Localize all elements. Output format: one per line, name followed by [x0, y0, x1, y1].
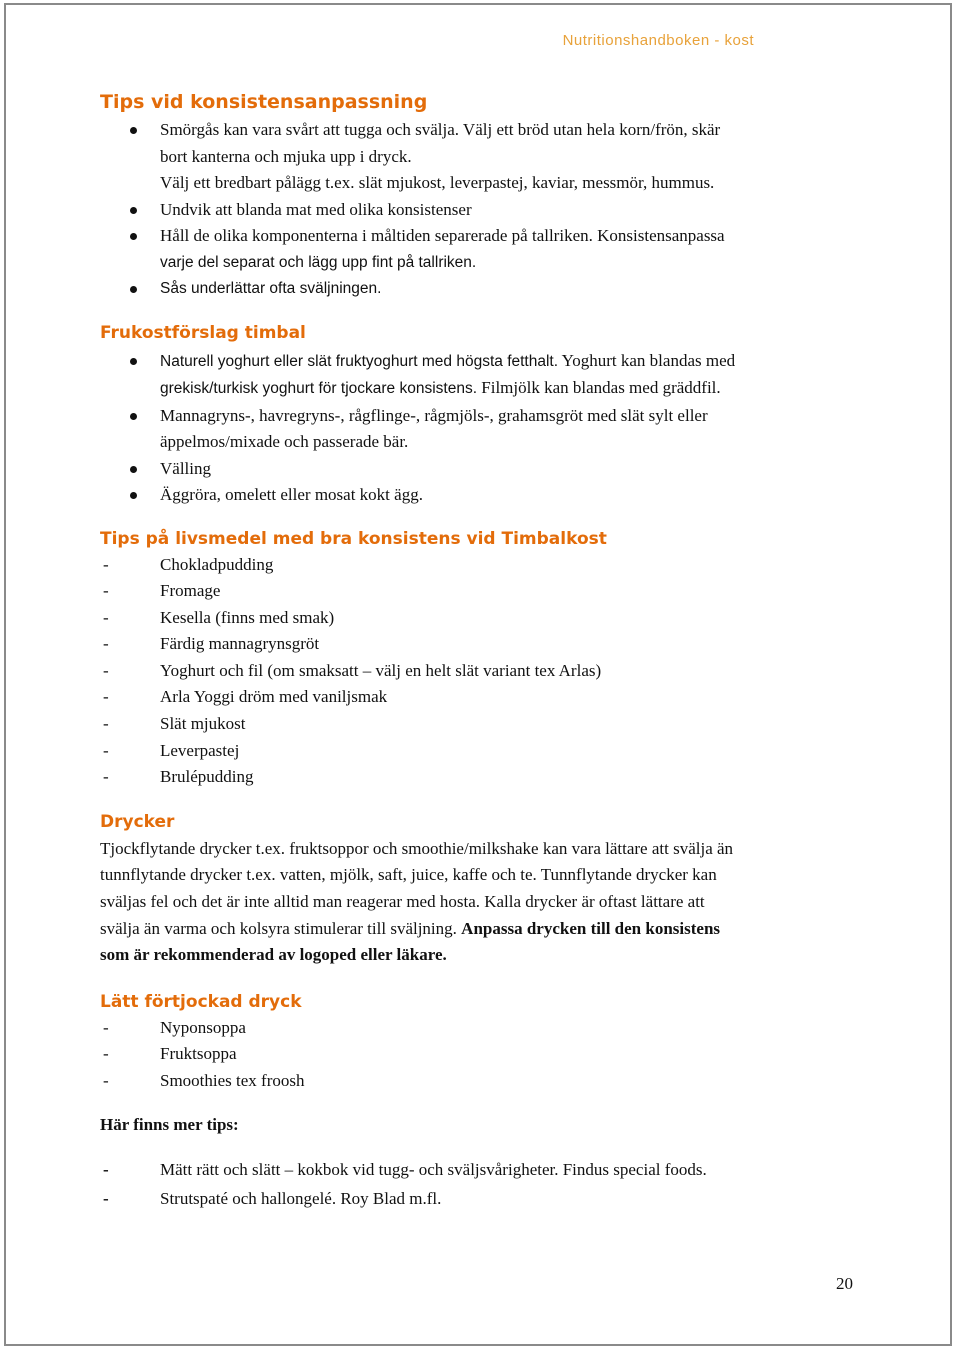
section-title-frukost: Frukostförslag timbal	[100, 322, 306, 343]
section-title-tips: Här finns mer tips:	[100, 1114, 239, 1134]
bullet-icon	[130, 286, 137, 293]
list-item: Välling	[100, 456, 850, 483]
bullet-icon	[130, 207, 137, 214]
list-item: Håll de olika komponenterna i måltiden separerade på tallriken. Konsistensanpassa varje del separat och lägg upp fint på tallriken.	[100, 223, 850, 276]
list-item: Sås underlättar ofta sväljningen.	[100, 276, 850, 303]
list-item: - Mätt rätt och slätt – kokbok vid tugg- och sväljsvårigheter. Findus special foods.	[103, 1159, 707, 1179]
tips-list	[100, 1155, 850, 1213]
bullet-icon	[130, 127, 137, 134]
section-title-drycker: Drycker	[100, 811, 175, 832]
list-item: - Strutspaté och hallongelé. Roy Blad m.fl.	[103, 1188, 442, 1208]
bullet-icon	[130, 413, 137, 420]
list-item: - Chokladpudding	[103, 554, 274, 574]
bullet-icon	[130, 466, 137, 473]
frukost-list	[100, 348, 850, 509]
section-title-livsmedel: Tips på livsmedel med bra konsistens vid Timbalkost	[100, 528, 607, 549]
list-item: - Kesella (finns med smak)	[103, 607, 335, 627]
list-item: - Brulépudding	[103, 767, 254, 787]
list-item: Mannagryns-, havregryns-, rågflinge-, rågmjöls-, grahamsgröt med slät sylt eller äppelmos/mixade och passerade bär.	[100, 403, 850, 456]
running-header: Nutritionshandboken - kost	[562, 32, 754, 49]
list-item: - Nyponsoppa	[103, 1017, 246, 1037]
list-item: Undvik att blanda mat med olika konsistenser	[100, 197, 850, 224]
list-item: Naturell yoghurt eller slät fruktyoghurt med högsta fetthalt. Yoghurt kan blandas med grekisk/turkisk yoghurt för tjockare konsistens. Filmjölk kan blandas med gräddfil.	[100, 348, 850, 403]
bullet-icon	[130, 233, 137, 240]
list-item: - Leverpastej	[103, 740, 240, 760]
livsmedel-list	[100, 552, 850, 791]
bullet-icon	[130, 358, 137, 365]
page-content	[100, 88, 850, 1213]
list-item: - Smoothies tex froosh	[103, 1071, 305, 1090]
list-item: - Slät mjukost	[103, 714, 246, 734]
section-title-latt: Lätt förtjockad dryck	[100, 991, 302, 1012]
page-number: 20	[836, 1274, 853, 1293]
latt-list	[100, 1015, 850, 1095]
list-item: Smörgås kan vara svårt att tugga och svälja. Välj ett bröd utan hela korn/frön, skär bort kanterna och mjuka upp i dryck. Välj ett bredbart pålägg t.ex. slät mjukost, leverpastej, kaviar, messmör, hummus.	[100, 117, 850, 197]
list-item: - Yoghurt och fil (om smaksatt – välj en helt slät variant tex Arlas)	[103, 660, 602, 680]
list-item: Äggröra, omelett eller mosat kokt ägg.	[100, 482, 850, 509]
konsistens-list	[100, 117, 850, 303]
list-item: - Färdig mannagrynsgröt	[103, 634, 320, 654]
bullet-icon	[130, 492, 137, 499]
list-item: - Fromage	[103, 581, 221, 601]
list-item: - Arla Yoggi dröm med vaniljsmak	[103, 687, 388, 707]
list-item: - Fruktsoppa	[103, 1044, 237, 1064]
drycker-paragraph: Tjockflytande drycker t.ex. fruktsoppor och smoothie/milkshake kan vara lättare att svälja än tunnflytande drycker t.ex. vatten, mjölk, saft, juice, kaffe och te. Tunnflytande drycker kan sväljas fel och det är inte alltid man reagerar med hosta. Kalla drycker är oftast lättare att svälja än varma och kolsyra stimulerar till sväljning. Anpassa drycken till den konsistens som är rekommenderad av logoped eller läkare.	[100, 838, 734, 965]
section-title-konsistens: Tips vid konsistensanpassning	[100, 91, 428, 113]
